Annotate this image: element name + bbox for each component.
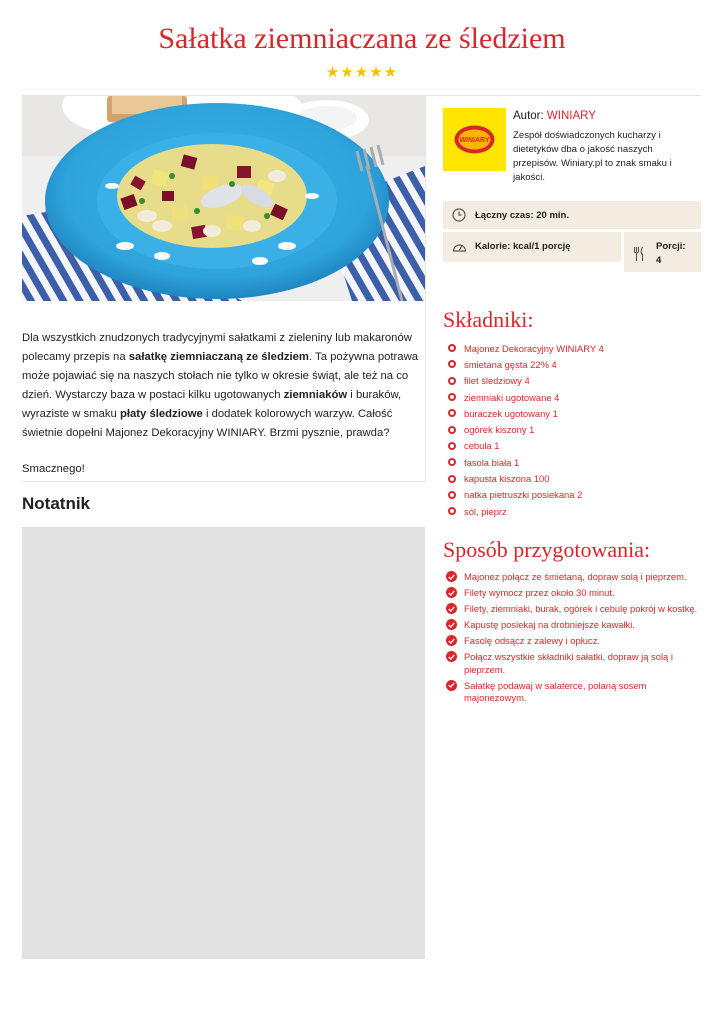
preparation-step: Majonez połącz ze śmietaną, dopraw solą i pieprzem. bbox=[446, 571, 702, 584]
recipe-title: Sałatka ziemniaczana ze śledziem bbox=[158, 22, 566, 55]
rating-stars-icon: ★★★★★ bbox=[325, 64, 399, 81]
circle-bullet-icon bbox=[448, 409, 456, 417]
check-icon bbox=[446, 603, 457, 614]
calories: Kalorie: kcal/1 porcję bbox=[475, 241, 571, 252]
dish-photo bbox=[22, 96, 425, 301]
check-icon bbox=[446, 587, 457, 598]
ingredients-title: Składniki: bbox=[443, 307, 534, 332]
circle-bullet-icon bbox=[448, 458, 456, 466]
notes-divider bbox=[22, 481, 426, 482]
preparation-step: Kapustę posiekaj na drobniejsze kawałki. bbox=[446, 619, 702, 632]
circle-bullet-icon bbox=[448, 507, 456, 515]
preparation-step: Filety, ziemniaki, burak, ogórek i cebulę pokrój w kostkę. bbox=[446, 603, 702, 616]
ingredient-item: natka pietruszki posiekana 2 bbox=[448, 487, 604, 503]
ingredient-item: Majonez Dekoracyjny WINIARY 4 bbox=[448, 340, 604, 356]
ingredient-item: śmietana gęsta 22% 4 bbox=[448, 356, 604, 372]
total-time: Łączny czas: 20 min. bbox=[475, 210, 569, 221]
circle-bullet-icon bbox=[448, 475, 456, 483]
notes-title: Notatnik bbox=[22, 494, 90, 513]
circle-bullet-icon bbox=[448, 360, 456, 368]
circle-bullet-icon bbox=[448, 344, 456, 352]
author-name-link[interactable]: WINIARY bbox=[546, 110, 596, 122]
author-line: Autor: WINIARY bbox=[513, 110, 596, 122]
preparation-step: Fasolę odsącz z zalewy i opłucz. bbox=[446, 635, 702, 648]
portions-value: 4 bbox=[656, 255, 662, 266]
circle-bullet-icon bbox=[448, 393, 456, 401]
winiary-logo bbox=[443, 108, 506, 171]
intro-paragraph: Dla wszystkich znudzonych tradycyjnymi sałatkami z zieleniny lub makaronów polecamy przepis na sałatkę ziemniaczaną ze śledziem. Ta pożywna potrawa może pojawiać się na naszych stołach nie tylko w okresie świąt, ale też na co dzień. Wystarczy baza w postaci kilku ugotowanych ziemniaków i buraków, wyraziste w smaku płaty śledziowe i dodatek kolorowych warzyw. Całość świetnie dopełni Majonez Dekoracyjny WINIARY. Brzmi pysznie, prawda? bbox=[22, 332, 419, 439]
preparation-step: Sałatkę podawaj w salaterce, polaną sosem majonezowym. bbox=[446, 680, 702, 705]
check-icon bbox=[446, 619, 457, 630]
circle-bullet-icon bbox=[448, 426, 456, 434]
notes-area[interactable] bbox=[22, 527, 425, 959]
preparation-steps bbox=[446, 571, 702, 708]
author-description: Zespół doświadczonych kucharzy i dietetyków dba o jakość naszych przepisów. Winiary.pl to znak smaku i jakości. bbox=[513, 130, 672, 183]
ingredient-item: fasola biała 1 bbox=[448, 454, 604, 470]
portions-box bbox=[624, 232, 701, 272]
check-icon bbox=[446, 680, 457, 691]
check-icon bbox=[446, 635, 457, 646]
preparation-step: Połącz wszystkie składniki sałatki, dopraw ją solą i pieprzem. bbox=[446, 651, 702, 676]
intro-closing: Smacznego! bbox=[22, 463, 85, 475]
ingredient-item: ogórek kiszony 1 bbox=[448, 421, 604, 437]
svg-text:WINIARY: WINIARY bbox=[459, 137, 490, 144]
preparation-step: Filety wymocz przez około 30 minut. bbox=[446, 587, 702, 600]
recipe-intro bbox=[22, 329, 422, 496]
ingredient-item: sól, pieprz bbox=[448, 503, 604, 519]
total-time-box bbox=[443, 201, 701, 229]
gauge-icon bbox=[452, 240, 467, 253]
ingredient-item: buraczek ugotowany 1 bbox=[448, 405, 604, 421]
preparation-title: Sposób przygotowania: bbox=[443, 537, 651, 562]
ingredient-item: cebula 1 bbox=[448, 438, 604, 454]
circle-bullet-icon bbox=[448, 442, 456, 450]
clock-icon bbox=[452, 208, 466, 222]
check-icon bbox=[446, 571, 457, 582]
check-icon bbox=[446, 651, 457, 662]
ingredient-item: kapusta kiszona 100 bbox=[448, 470, 604, 486]
ingredient-item: filet śledziowy 4 bbox=[448, 373, 604, 389]
circle-bullet-icon bbox=[448, 491, 456, 499]
ingredients-list bbox=[448, 340, 604, 519]
cutlery-icon bbox=[633, 246, 645, 262]
calories-box bbox=[443, 232, 621, 262]
portions-label: Porcji: bbox=[656, 241, 686, 252]
column-divider bbox=[425, 96, 426, 481]
circle-bullet-icon bbox=[448, 377, 456, 385]
ingredient-item: ziemniaki ugotowane 4 bbox=[448, 389, 604, 405]
